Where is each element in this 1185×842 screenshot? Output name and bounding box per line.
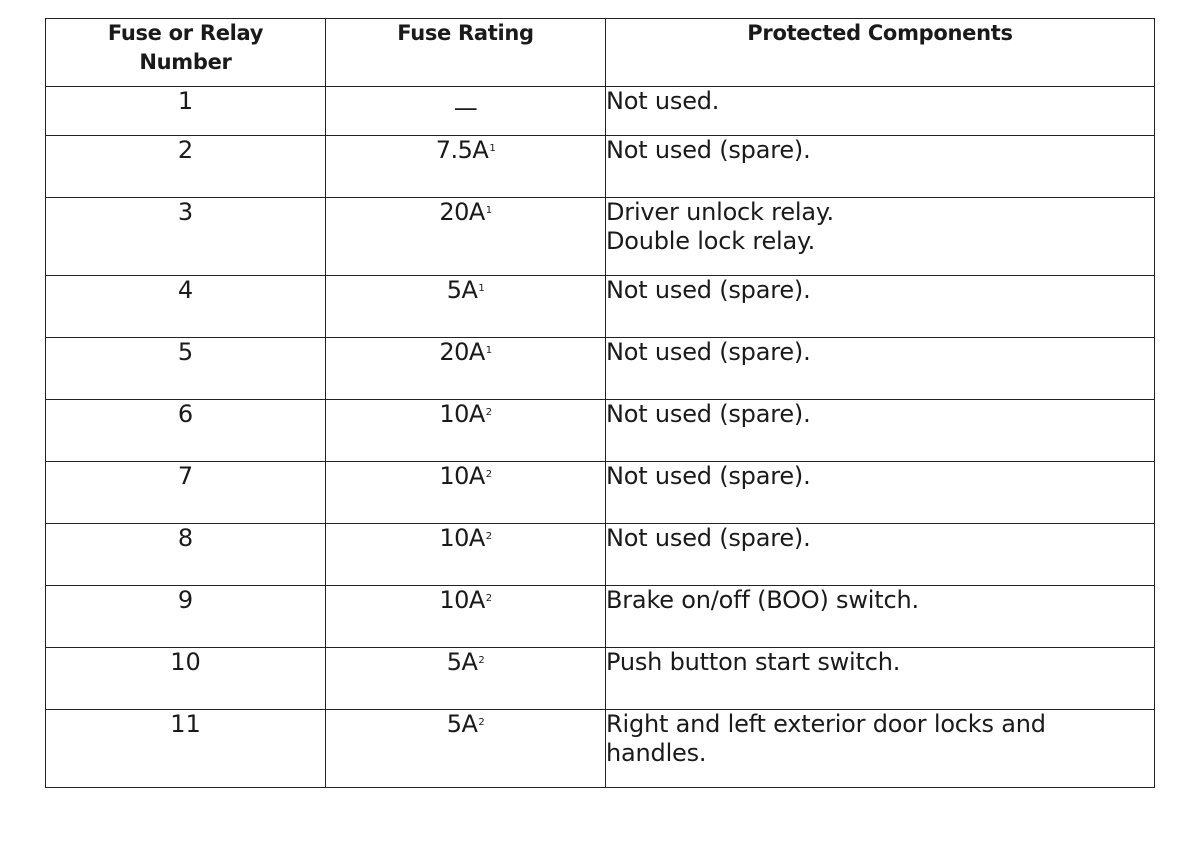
protected-components: [606, 87, 1155, 136]
component-line: Not used (spare).: [606, 400, 811, 428]
table-row: [46, 400, 1155, 462]
protected-components: [606, 462, 1155, 524]
fuse-number: 10: [46, 648, 326, 710]
footnote-marker: 1: [478, 283, 485, 294]
component-line: handles.: [606, 739, 707, 767]
rating-value: 20A: [439, 338, 485, 366]
footnote-marker: 1: [485, 205, 492, 216]
table-row: [46, 710, 1155, 788]
header-rating: Fuse Rating: [326, 19, 606, 87]
fuse-rating: [326, 710, 606, 788]
table-row: [46, 462, 1155, 524]
footnote-marker: 2: [485, 407, 492, 418]
header-number-line2: Number: [139, 50, 232, 74]
fuse-number: 6: [46, 400, 326, 462]
protected-components: [606, 710, 1155, 788]
rating-value: 20A: [439, 198, 485, 226]
footnote-marker: 2: [485, 469, 492, 480]
protected-components: [606, 338, 1155, 400]
fuse-rating: [326, 276, 606, 338]
table-header-row: [46, 19, 1155, 87]
fuse-rating: [326, 586, 606, 648]
fuse-rating: [326, 524, 606, 586]
table-row: [46, 586, 1155, 648]
fuse-rating: [326, 400, 606, 462]
fuse-number: 5: [46, 338, 326, 400]
component-line: Not used (spare).: [606, 338, 811, 366]
header-components: Protected Components: [606, 19, 1155, 87]
fuse-table: [45, 18, 1155, 788]
rating-value: —: [453, 94, 478, 122]
protected-components: [606, 276, 1155, 338]
rating-value: 10A: [439, 524, 485, 552]
fuse-number: 2: [46, 136, 326, 198]
table-row: [46, 276, 1155, 338]
fuse-rating: [326, 198, 606, 276]
table-row: [46, 87, 1155, 136]
component-line: Not used (spare).: [606, 136, 811, 164]
header-number: [46, 19, 326, 87]
component-line: Not used (spare).: [606, 276, 811, 304]
fuse-rating: [326, 648, 606, 710]
header-number-line1: Fuse or Relay: [107, 21, 264, 45]
protected-components: [606, 648, 1155, 710]
footnote-marker: 2: [485, 531, 492, 542]
component-line: Right and left exterior door locks and: [606, 710, 1046, 738]
fuse-rating: [326, 338, 606, 400]
rating-value: 5A: [446, 648, 478, 676]
rating-value: 5A: [446, 276, 478, 304]
table-row: [46, 648, 1155, 710]
footnote-marker: 2: [478, 655, 485, 666]
protected-components: [606, 586, 1155, 648]
fuse-number: 1: [46, 87, 326, 136]
fuse-number: 9: [46, 586, 326, 648]
component-line: Not used (spare).: [606, 462, 811, 490]
fuse-number: 8: [46, 524, 326, 586]
component-line: Not used.: [606, 87, 720, 115]
component-line: Driver unlock relay.: [606, 198, 834, 226]
protected-components: [606, 524, 1155, 586]
fuse-rating: [326, 462, 606, 524]
footnote-marker: 2: [478, 717, 485, 728]
fuse-number: 7: [46, 462, 326, 524]
protected-components: [606, 198, 1155, 276]
fuse-number: 11: [46, 710, 326, 788]
component-line: Push button start switch.: [606, 648, 901, 676]
component-line: Double lock relay.: [606, 227, 816, 255]
footnote-marker: 2: [485, 593, 492, 604]
rating-value: 5A: [446, 710, 478, 738]
table-row: [46, 136, 1155, 198]
rating-value: 7.5A: [435, 136, 489, 164]
footnote-marker: 1: [485, 345, 492, 356]
rating-value: 10A: [439, 400, 485, 428]
protected-components: [606, 400, 1155, 462]
fuse-rating: [326, 136, 606, 198]
fuse-number: 4: [46, 276, 326, 338]
rating-value: 10A: [439, 586, 485, 614]
table-row: [46, 338, 1155, 400]
rating-value: 10A: [439, 462, 485, 490]
footnote-marker: 1: [489, 143, 496, 154]
table-row: [46, 524, 1155, 586]
table-row: [46, 198, 1155, 276]
fuse-rating: [326, 87, 606, 136]
fuse-number: 3: [46, 198, 326, 276]
component-line: Brake on/off (BOO) switch.: [606, 586, 919, 614]
component-line: Not used (spare).: [606, 524, 811, 552]
protected-components: [606, 136, 1155, 198]
